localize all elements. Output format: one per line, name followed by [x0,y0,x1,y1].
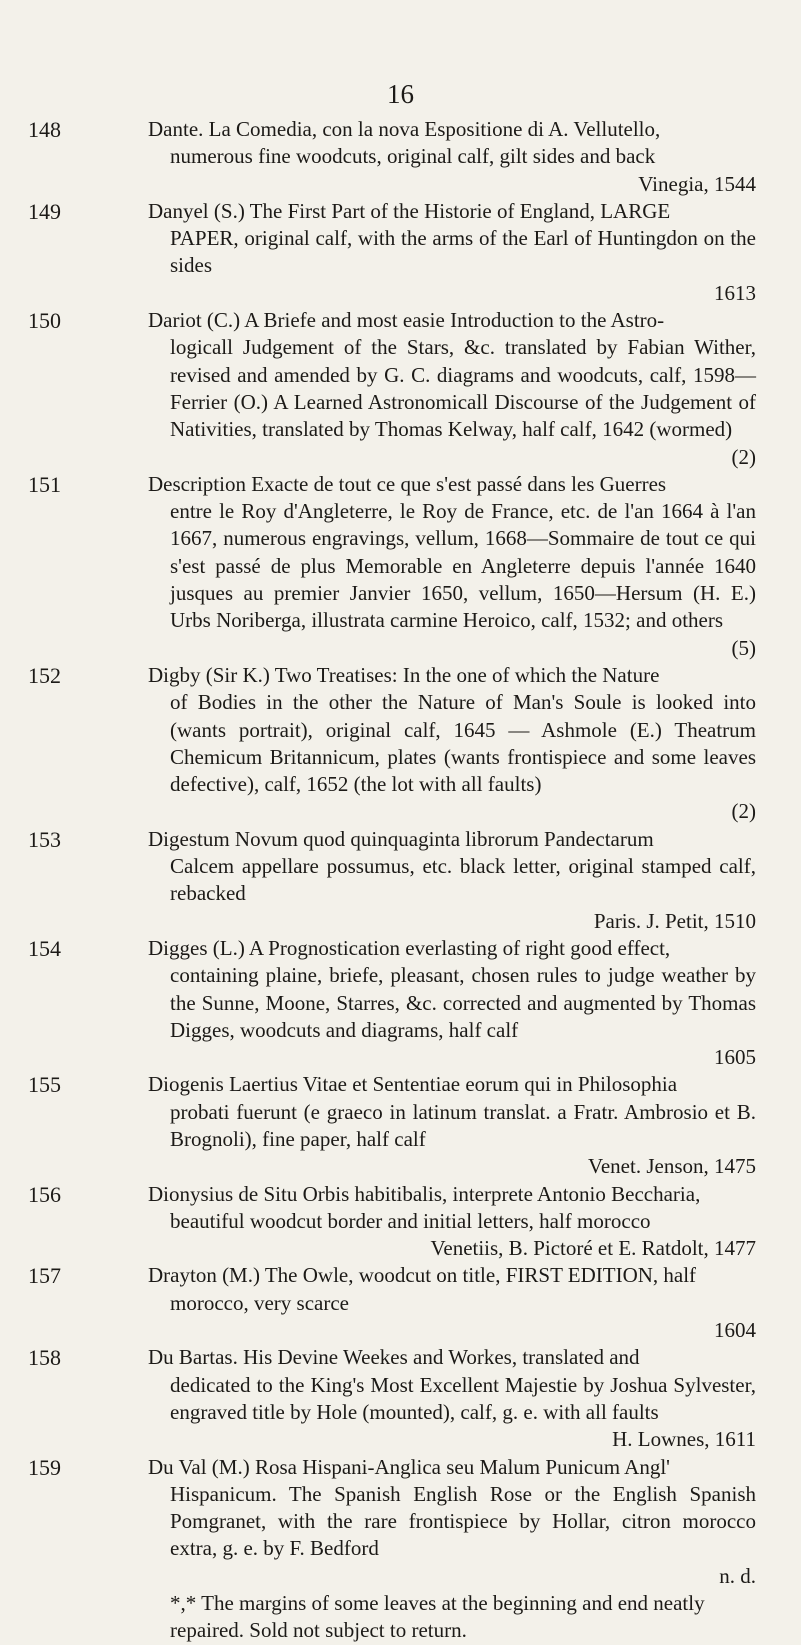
lot-entry [28,826,756,935]
lot-title: Du Val (M.) Rosa Hispani-Anglica seu Malum Punicum Angl' [148,1454,670,1479]
lot-title: Diogenis Laertius Vitae et Sententiae eorum qui in Philosophia [148,1072,678,1097]
lot-description: dedicated to the King's Most Excellent Majestie by Joshua Sylvester, engraved title by Hole (mounted), calf, g. e. with all faults [170,1372,756,1424]
lot-imprint: Paris. J. Petit, 1510 [593,908,756,933]
lot-imprint: H. Lownes, 1611 [612,1427,756,1452]
lot-entry [28,198,756,307]
lot-number: 151 [28,471,61,497]
lot-entry [28,662,756,826]
lot-number: 154 [28,935,61,961]
lot-description: Hispanicum. The Spanish English Rose or the English Spanish Pomgranet, with the rare frontispiece by Hollar, citron morocco extra, g. e. by F. Bedford [170,1481,756,1561]
lot-entry [28,1344,756,1453]
lot-title: Digestum Novum quod quinquaginta librorum Pandectarum [148,826,654,851]
lot-description: morocco, very scarce [170,1290,349,1315]
lot-description: PAPER, original calf, with the arms of the Earl of Huntingdon on the sides [170,226,756,278]
lot-number: 149 [28,198,61,224]
lot-imprint: Venet. Jenson, 1475 [588,1154,756,1179]
lot-description: containing plaine, briefe, pleasant, chosen rules to judge weather by the Sunne, Moone, Starres, &c. corrected and augmented by Thomas Digges, woodcuts and diagrams, half calf [170,963,756,1042]
lot-description: of Bodies in the other the Nature of Man's Soule is looked into (wants portrait), original calf, 1645 — Ashmole (E.) Theatrum Chemicum Britannicum, plates (wants frontispiece and some leaves defective), calf, 1652 (the lot with all faults) [170,690,756,797]
lot-entry [28,1181,756,1263]
lot-imprint: (5) [731,635,756,660]
lot-imprint: 1605 [714,1045,756,1070]
lot-description: Calcem appellare possumus, etc. black letter, original stamped calf, rebacked [170,854,756,906]
condition-note [170,1590,756,1645]
lot-imprint: (2) [731,444,756,469]
lot-title: Description Exacte de tout ce que s'est passé dans les Guerres [148,471,667,496]
lot-title: Dionysius de Situ Orbis habitibalis, interprete Antonio Beccharia, [148,1181,701,1206]
lot-entry [28,935,756,1071]
lot-imprint: n. d. [719,1563,756,1588]
lot-imprint: Vinegia, 1544 [638,171,756,196]
lot-number: 155 [28,1072,61,1098]
lot-number: 158 [28,1345,61,1371]
page-number: 16 [387,79,414,109]
lot-title: Dariot (C.) A Briefe and most easie Introduction to the Astro- [148,308,665,333]
lot-description: entre le Roy d'Angleterre, le Roy de France, etc. de l'an 1664 à l'an 1667, numerous engravings, vellum, 1668—Sommaire de tout ce qui s'est passé de plus Memorable en Angleterre depuis l'année 1640 jusques au premier Janvier 1650, vellum, 1650—Hersum (H. E.) Urbs Noriberga, illustrata carmine Heroico, calf, 1532; and others [170,499,756,633]
lot-number: 159 [28,1454,61,1480]
lot-title: Dante. La Comedia, con la nova Espositione di A. Vellutello, [148,117,661,141]
note-text: The margins of some leaves at the beginning and end neatly repaired. Sold not subject to return. [170,1591,705,1643]
lot-number: 157 [28,1263,61,1289]
lot-imprint: 1613 [714,280,756,305]
lot-title: Drayton (M.) The Owle, woodcut on title, FIRST EDITION, half [148,1263,697,1288]
lot-description: beautiful woodcut border and initial letters, half morocco [170,1208,651,1233]
lot-imprint: 1604 [714,1318,756,1343]
lot-entry [28,1262,756,1344]
lot-title: Du Bartas. His Devine Weekes and Workes, translated and [148,1345,640,1370]
lot-number: 152 [28,662,61,688]
lot-entry [28,307,756,471]
lot-title: Digges (L.) A Prognostication everlasting of right good effect, [148,935,671,960]
lot-description: probati fuerunt (e graeco in latinum translat. a Fratr. Ambrosio et B. Brognoli), fine paper, half calf [170,1099,756,1151]
lot-imprint: (2) [731,799,756,824]
lot-entry [28,1454,756,1590]
lot-title: Danyel (S.) The First Part of the Historie of England, LARGE [148,198,671,223]
lot-entry [28,471,756,662]
lot-title: Digby (Sir K.) Two Treatises: In the one of which the Nature [148,662,660,687]
lot-number: 150 [28,308,61,334]
lot-imprint: Venetiis, B. Pictoré et E. Ratdolt, 1477 [430,1236,756,1261]
note-asterism: *,* [170,1591,197,1616]
lot-number: 148 [28,117,61,142]
lot-number: 156 [28,1181,61,1207]
lot-description: numerous fine woodcuts, original calf, gilt sides and back [170,144,656,169]
lot-description: logicall Judgement of the Stars, &c. translated by Fabian Wither, revised and amended by G. C. diagrams and woodcuts, calf, 1598—Ferrier (O.) A Learned Astronomicall Discourse of the Judgement of Nativities, translated by Thomas Kelway, half calf, 1642 (wormed) [170,335,756,442]
lot-entry [28,1071,756,1180]
lot-list [0,116,801,1645]
lot-number: 153 [28,826,61,852]
lot-entry [28,116,756,198]
